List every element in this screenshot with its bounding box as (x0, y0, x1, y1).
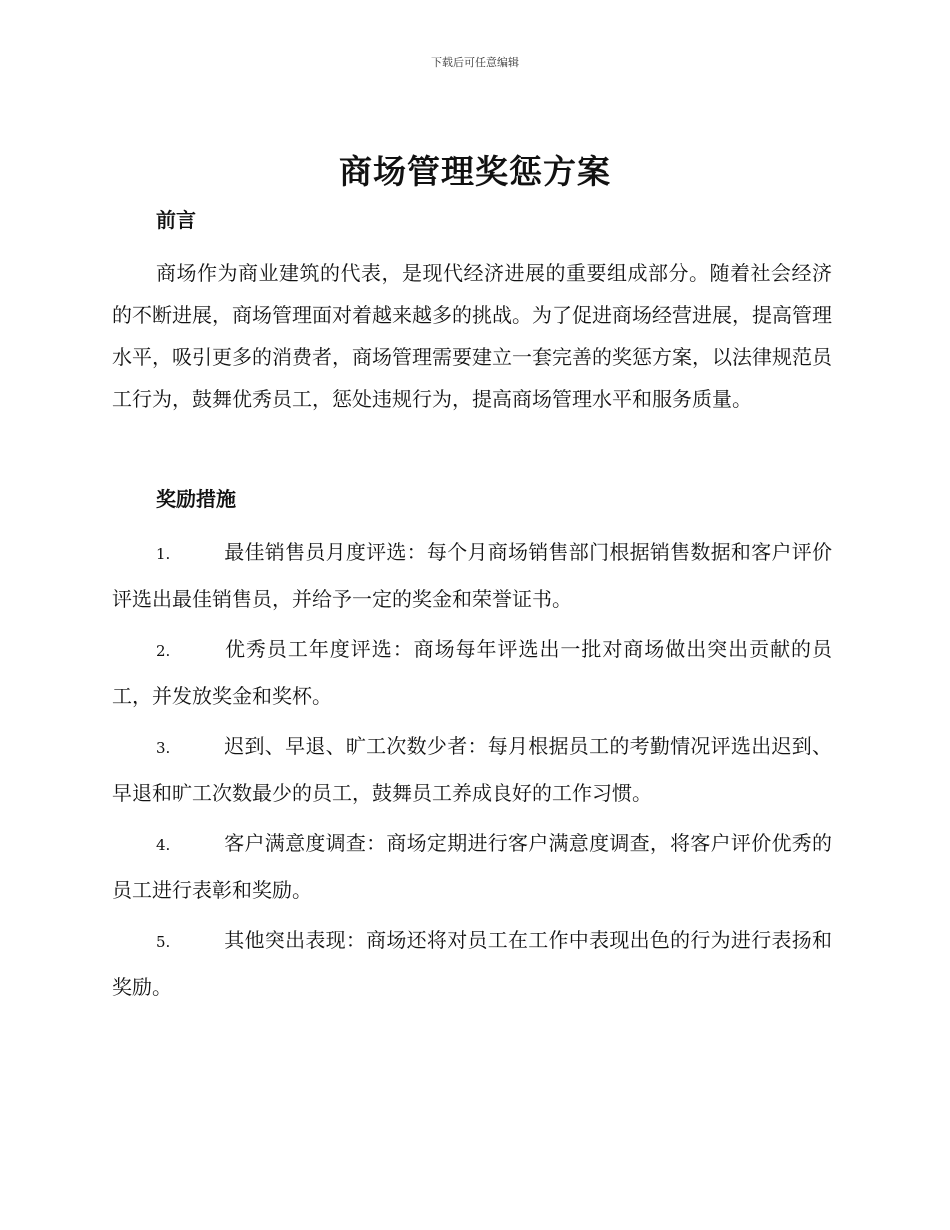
item-text: 最佳销售员月度评选：每个月商场销售部门根据销售数据和客户评价评选出最佳销售员，并给予一定的奖金和荣誉证书。 (112, 540, 832, 611)
header-note: 下载后可任意编辑 (431, 56, 519, 69)
item-number: 3. (156, 739, 171, 757)
item-number: 2. (156, 642, 171, 660)
reward-item (112, 530, 832, 622)
preface-paragraph: 商场作为商业建筑的代表，是现代经济进展的重要组成部分。随着社会经济的不断进展，商场管理面对着越来越多的挑战。为了促进商场经营进展，提高管理水平，吸引更多的消费者，商场管理需要建立一套完善的奖惩方案，以法律规范员工行为，鼓舞优秀员工，惩处违规行为，提高商场管理水平和服务质量。 (112, 261, 832, 411)
reward-item (112, 918, 832, 1010)
item-number: 1. (156, 545, 171, 563)
section-heading-preface: 前言 (156, 208, 196, 232)
reward-item (112, 627, 832, 719)
reward-item (112, 821, 832, 913)
document-title: 商场管理奖惩方案 (339, 152, 611, 191)
item-text: 其他突出表现：商场还将对员工在工作中表现出色的行为进行表扬和奖励。 (112, 928, 832, 999)
item-number: 4. (156, 836, 171, 854)
item-text: 优秀员工年度评选：商场每年评选出一批对商场做出突出贡献的员工，并发放奖金和奖杯。 (112, 637, 832, 708)
item-number: 5. (156, 933, 171, 951)
section-heading-rewards: 奖励措施 (156, 487, 236, 511)
reward-item (112, 724, 832, 816)
item-text: 客户满意度调查：商场定期进行客户满意度调查，将客户评价优秀的员工进行表彰和奖励。 (112, 831, 832, 902)
item-text: 迟到、早退、旷工次数少者：每月根据员工的考勤情况评选出迟到、早退和旷工次数最少的员工，鼓舞员工养成良好的工作习惯。 (112, 734, 832, 805)
